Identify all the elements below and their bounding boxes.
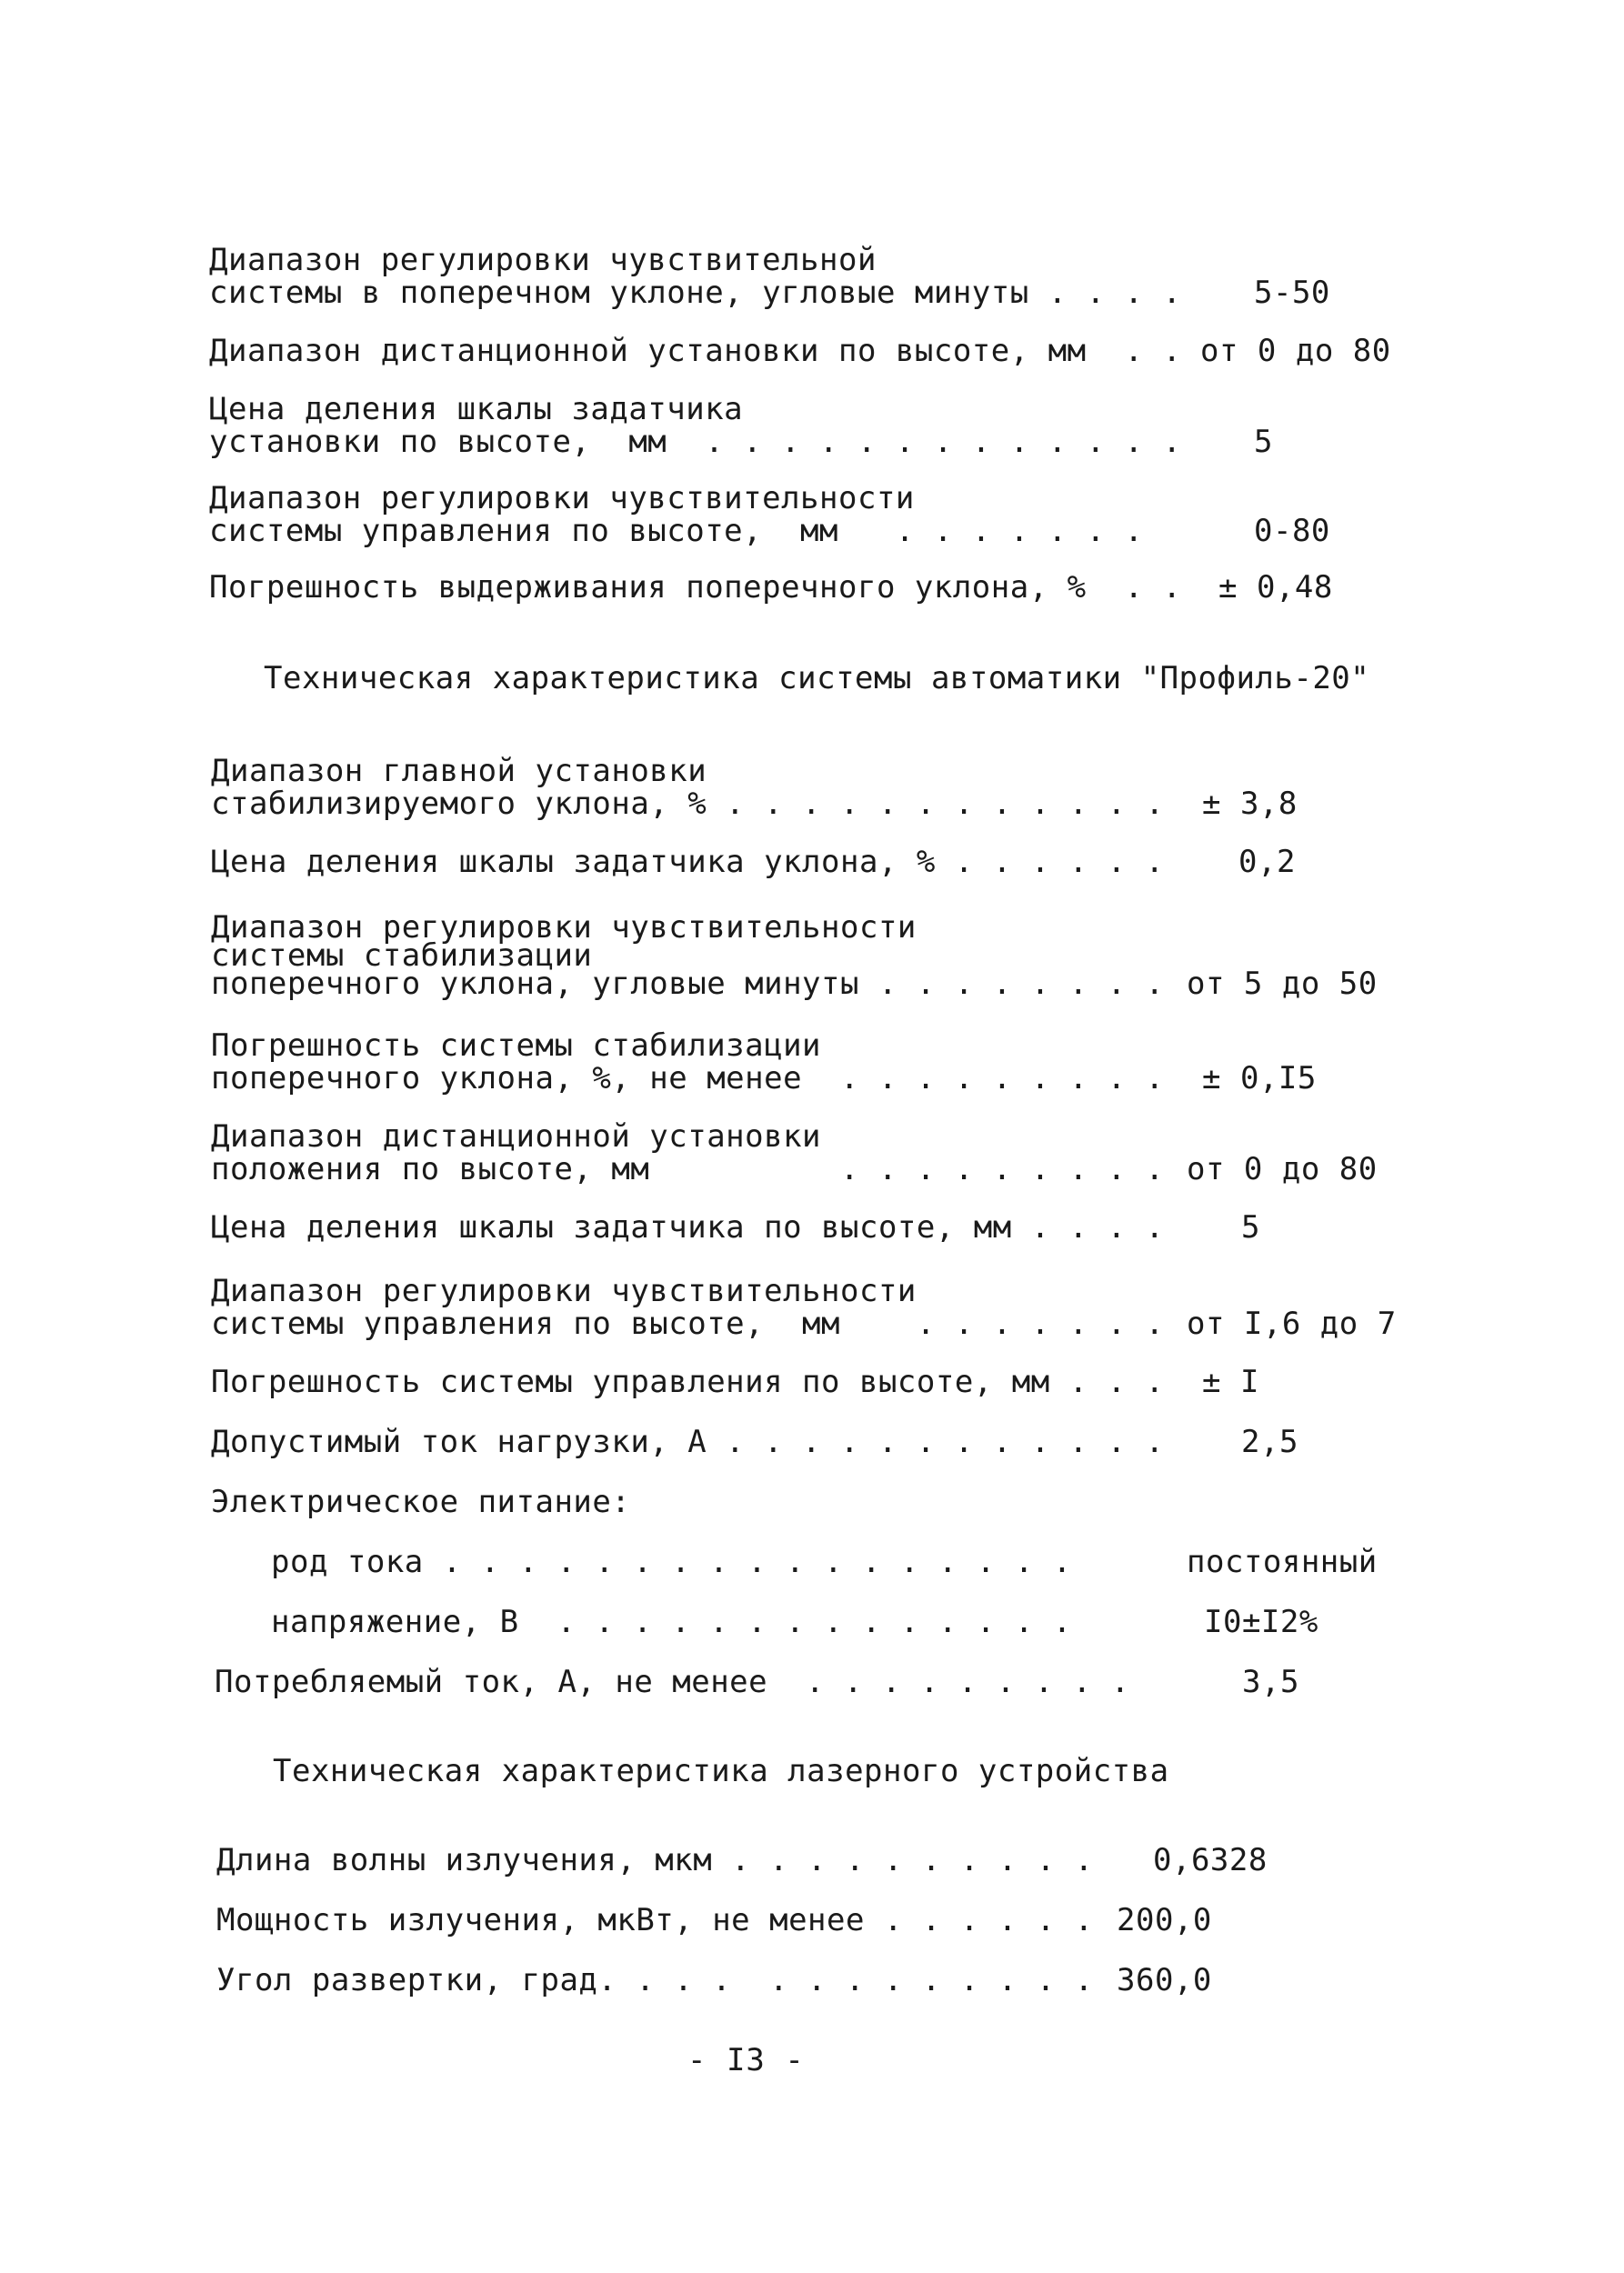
spec-value: 200,0 <box>1117 1902 1212 1938</box>
spec-value: ± 0,I5 <box>1202 1060 1317 1096</box>
spec-label-line: положения по высоте, мм . . . . . . . . . <box>211 1151 1165 1187</box>
section-heading-profil: Техническая характеристика системы автоматики "Профиль-20" <box>264 660 1370 696</box>
spec-label-line: Длина волны излучения, мкм . . . . . . . . . . <box>216 1842 1094 1878</box>
spec-radiation-power <box>216 1904 1417 1937</box>
spec-value: 0,6328 <box>1153 1842 1268 1878</box>
spec-wavelength <box>216 1844 1417 1877</box>
spec-value: 5 <box>1241 1209 1260 1246</box>
spec-value: 360,0 <box>1117 1962 1212 1998</box>
spec-label-line: Диапазон дистанционной установки <box>211 1118 822 1155</box>
spec-value: I0±I2% <box>1204 1604 1318 1640</box>
spec-label-line: системы стабилизации <box>211 937 593 974</box>
spec-current-type <box>271 1546 1471 1578</box>
spec-label-line: стабилизируемого уклона, % . . . . . . . . . . . . <box>211 786 1165 822</box>
spec-label-line: Цена деления шкалы задатчика <box>209 391 744 427</box>
spec-value: от 0 до 80 <box>1200 333 1391 369</box>
spec-label-line: поперечного уклона, %, не менее . . . . . . . . . <box>211 1060 1165 1096</box>
spec-label-line: Потребляемый ток, А, не менее . . . . . . . . . <box>215 1664 1130 1700</box>
spec-height-control-error <box>211 1366 1411 1398</box>
spec-label-line: род тока . . . . . . . . . . . . . . . . . <box>271 1544 1072 1580</box>
page-number: - I3 - <box>687 2042 805 2078</box>
spec-value: от 5 до 50 <box>1187 966 1378 1002</box>
spec-label-line: Диапазон регулировки чувствительности <box>209 480 915 516</box>
spec-label-line: Мощность излучения, мкВт, не менее . . . . . . <box>216 1902 1094 1938</box>
spec-label-line: Цена деления шкалы задатчика уклона, % . . . . . . <box>211 844 1165 880</box>
spec-label-line: установки по высоте, мм . . . . . . . . . . . . . <box>209 424 1182 460</box>
spec-label-line: напряжение, В . . . . . . . . . . . . . . <box>271 1604 1072 1640</box>
spec-value: постоянный <box>1187 1544 1378 1580</box>
spec-value: 0-80 <box>1254 513 1330 549</box>
spec-scan-angle <box>216 1964 1417 1997</box>
spec-label-line: Диапазон дистанционной установки по высоте, мм . . <box>209 333 1182 369</box>
spec-label-line: поперечного уклона, угловые минуты . . . . . . . . <box>211 966 1165 1002</box>
spec-stabilization-sensitivity <box>211 911 1411 1000</box>
spec-value: 5 <box>1254 424 1273 460</box>
spec-label-line: Диапазон регулировки чувствительности <box>211 1273 917 1309</box>
spec-value: от I,6 до 7 <box>1187 1306 1397 1342</box>
spec-label-line: системы управления по высоте, мм . . . . . . . <box>209 513 1144 549</box>
spec-label-line: системы в поперечном уклоне, угловые минуты . . . . <box>209 275 1182 311</box>
spec-main-slope-setting <box>211 755 1411 820</box>
spec-sensitivity-cross-slope <box>209 244 1409 309</box>
spec-label-line: системы управления по высоте, мм . . . . . . . <box>211 1306 1165 1342</box>
spec-label-line: Погрешность выдерживания поперечного уклона, % . . <box>209 569 1182 606</box>
spec-value: 0,2 <box>1238 844 1296 880</box>
spec-value: от 0 до 80 <box>1187 1151 1378 1187</box>
spec-value: 3,5 <box>1242 1664 1299 1700</box>
spec-value: 2,5 <box>1241 1424 1298 1460</box>
spec-stabilization-error <box>211 1029 1411 1095</box>
spec-height-sensitivity-range <box>209 482 1409 547</box>
spec-label-line: Диапазон регулировки чувствительной <box>209 242 877 278</box>
spec-height-scale-division-2 <box>211 1211 1411 1244</box>
spec-label-line: Угол развертки, град. . . . . . . . . . . . . <box>216 1962 1094 1998</box>
spec-cross-slope-error <box>209 571 1409 604</box>
spec-remote-height-range <box>209 335 1409 367</box>
spec-height-sensitivity-2 <box>211 1275 1411 1340</box>
spec-label-line: Электрическое питание: <box>211 1484 631 1520</box>
spec-label-line: Погрешность системы стабилизации <box>211 1027 822 1064</box>
spec-voltage <box>271 1606 1471 1638</box>
spec-value: ± I <box>1202 1364 1259 1400</box>
spec-remote-position-height <box>211 1120 1411 1186</box>
spec-label-line: Допустимый ток нагрузки, А . . . . . . . . . . . . <box>211 1424 1165 1460</box>
spec-label-line: Погрешность системы управления по высоте, мм . . . <box>211 1364 1165 1400</box>
spec-consumed-current <box>215 1666 1415 1698</box>
spec-slope-scale-division <box>211 846 1411 878</box>
spec-label-line: Диапазон регулировки чувствительности <box>211 909 917 946</box>
section-heading-laser: Техническая характеристика лазерного устройства <box>273 1753 1169 1789</box>
spec-height-scale-division <box>209 393 1409 458</box>
spec-load-current <box>211 1426 1411 1458</box>
spec-label-line: Цена деления шкалы задатчика по высоте, мм . . . . <box>211 1209 1165 1246</box>
spec-label-line: Диапазон главной установки <box>211 753 707 789</box>
spec-value: 5-50 <box>1254 275 1330 311</box>
spec-power-supply-heading <box>211 1486 1411 1518</box>
spec-value: ± 3,8 <box>1202 786 1298 822</box>
spec-value: ± 0,48 <box>1218 569 1333 606</box>
